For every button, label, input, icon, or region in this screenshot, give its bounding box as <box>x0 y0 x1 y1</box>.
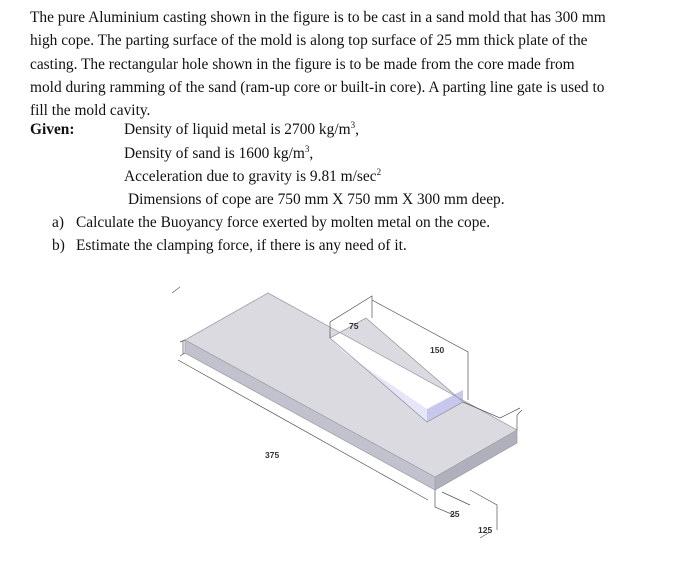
given-density-sand: Density of sand is 1600 $kg/m^3$, <box>124 144 314 162</box>
dim-125: 125 <box>478 525 493 535</box>
problem-line: mold during ramming of the sand (ram-up core or built-in core). A parting line gate is used to <box>30 78 605 96</box>
dim-25: 25 <box>450 509 460 519</box>
question-b: b) Estimate the clamping force, if there is any need of it. <box>52 237 407 254</box>
problem-line: casting. The rectangular hole shown in the figure is to be made from the core made from <box>30 55 575 73</box>
given-cope-dimensions: Dimensions of cope are 750 mm X 750 mm X 300 mm deep. <box>128 191 505 208</box>
dim-75: 75 <box>349 321 359 331</box>
question-a: a) Calculate the Buoyancy force exerted by molten metal on the cope. <box>52 214 491 231</box>
problem-line: high cope. The parting surface of the mold is along top surface of 25 mm thick plate of the <box>30 32 588 50</box>
given-label: Given: <box>30 121 75 138</box>
problem-line: The pure Aluminium casting shown in the figure is to be cast in a sand mold that has 300 mm <box>30 9 606 26</box>
given-density-metal: Density of liquid metal is 2700 $kg/m^3$, <box>124 120 359 138</box>
dim-375: 375 <box>265 450 280 460</box>
problem-line: fill the mold cavity. <box>30 102 151 120</box>
given-gravity: Acceleration due to gravity is 9.81 $m/\sec^2$ <box>124 167 382 185</box>
dim-150: 150 <box>430 345 445 355</box>
